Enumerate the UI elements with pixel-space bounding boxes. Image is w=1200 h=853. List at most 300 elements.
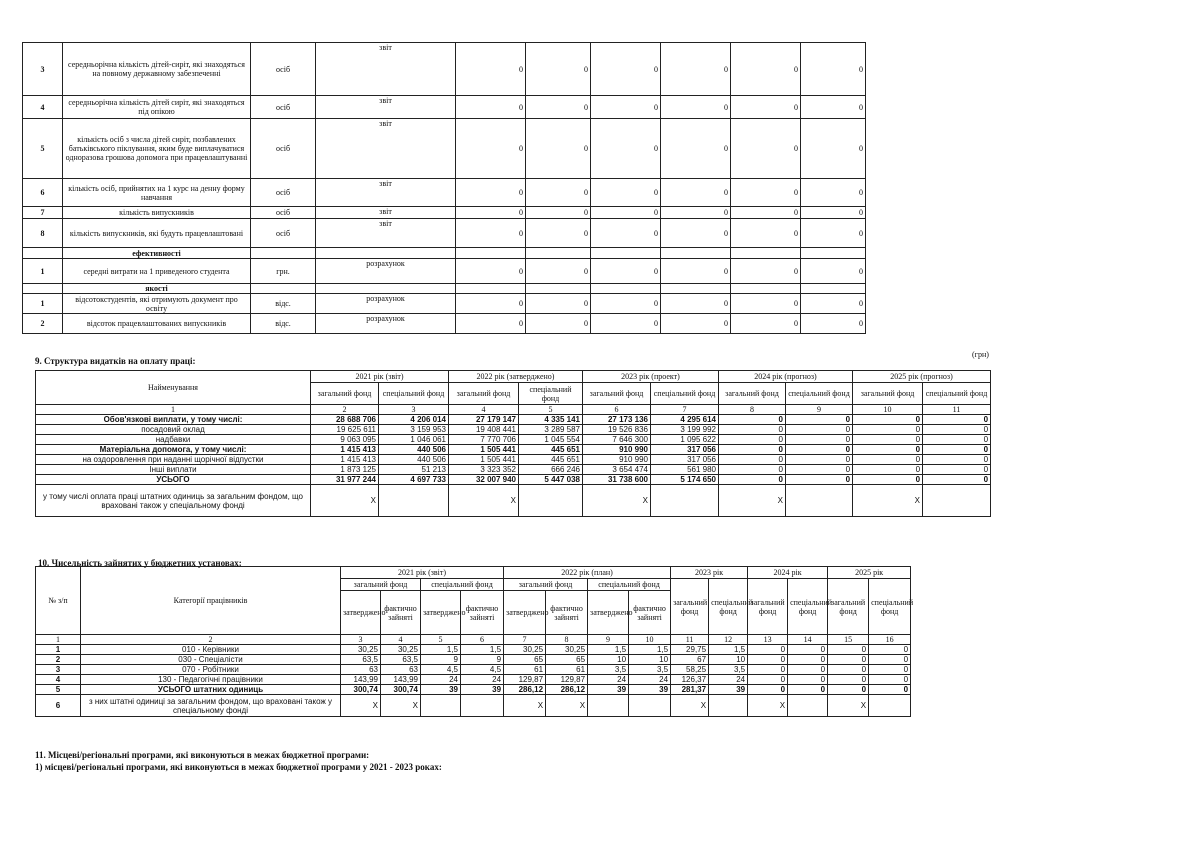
unit-cell: грн. bbox=[251, 259, 316, 284]
value-cell: 9 bbox=[461, 655, 504, 665]
value-cell: 0 bbox=[591, 179, 661, 207]
empty-cell bbox=[316, 284, 456, 294]
value-cell: 0 bbox=[853, 475, 923, 485]
value-cell bbox=[519, 485, 583, 517]
value-cell: 0 bbox=[923, 475, 991, 485]
empty-cell bbox=[456, 284, 526, 294]
value-cell: 910 990 bbox=[583, 445, 651, 455]
year-header: 2025 рік (прогноз) bbox=[853, 371, 991, 383]
value-cell: 440 506 bbox=[379, 445, 449, 455]
value-cell: 24 bbox=[461, 675, 504, 685]
value-cell: 317 056 bbox=[651, 455, 719, 465]
unit-cell: осіб bbox=[251, 96, 316, 119]
value-cell: 24 bbox=[421, 675, 461, 685]
value-cell: 0 bbox=[801, 259, 866, 284]
empty-cell bbox=[801, 284, 866, 294]
general-fund-header: загальний фонд bbox=[311, 383, 379, 405]
value-cell: 0 bbox=[526, 314, 591, 334]
value-cell: 0 bbox=[788, 675, 828, 685]
general-fund-header: загальний фонд bbox=[449, 383, 519, 405]
value-cell: 65 bbox=[546, 655, 588, 665]
row-name: на оздоровлення при наданні щорічної відпустки bbox=[36, 455, 311, 465]
value-cell: 0 bbox=[786, 435, 853, 445]
value-cell: 58,25 bbox=[671, 665, 709, 675]
value-cell: 0 bbox=[661, 43, 731, 96]
row-number: 6 bbox=[23, 179, 63, 207]
value-cell: 30,25 bbox=[341, 645, 381, 655]
value-cell: 0 bbox=[801, 294, 866, 314]
value-cell: 129,87 bbox=[504, 675, 546, 685]
value-cell: 143,99 bbox=[381, 675, 421, 685]
value-cell: 27 179 147 bbox=[449, 415, 519, 425]
row-name: Обов'язкові виплати, у тому числі: bbox=[36, 415, 311, 425]
year-header: 2022 рік (затверджено) bbox=[449, 371, 583, 383]
value-cell: 39 bbox=[461, 685, 504, 695]
value-cell: 0 bbox=[719, 425, 786, 435]
value-cell bbox=[461, 695, 504, 717]
column-number: 4 bbox=[381, 635, 421, 645]
row-name: УСЬОГО bbox=[36, 475, 311, 485]
row-number: 2 bbox=[36, 655, 81, 665]
column-number: 8 bbox=[546, 635, 588, 645]
value-cell: 63,5 bbox=[381, 655, 421, 665]
value-cell: 317 056 bbox=[651, 445, 719, 455]
column-number: 7 bbox=[504, 635, 546, 645]
value-cell: 1,5 bbox=[421, 645, 461, 655]
empty-cell bbox=[526, 248, 591, 259]
row-name: Інші виплати bbox=[36, 465, 311, 475]
category-name: 010 - Керівники bbox=[81, 645, 341, 655]
value-cell bbox=[788, 695, 828, 717]
section10-title: 10. Чисельність зайнятих у бюджетних установах: bbox=[38, 558, 242, 568]
indicators-table bbox=[22, 42, 866, 334]
column-number: 16 bbox=[869, 635, 911, 645]
unit-cell: відс. bbox=[251, 314, 316, 334]
value-cell: 0 bbox=[788, 665, 828, 675]
value-cell: 0 bbox=[923, 465, 991, 475]
table-row bbox=[23, 219, 866, 248]
special-fund-header: спеціальний фонд bbox=[923, 383, 991, 405]
value-cell: 0 bbox=[661, 179, 731, 207]
approved-header: затверджено bbox=[341, 591, 381, 635]
column-number: 1 bbox=[36, 635, 81, 645]
value-cell: 0 bbox=[748, 655, 788, 665]
value-cell bbox=[709, 695, 748, 717]
table-row bbox=[23, 294, 866, 314]
table-row bbox=[36, 645, 911, 655]
value-cell: 0 bbox=[591, 219, 661, 248]
value-cell: 0 bbox=[456, 179, 526, 207]
category-name: з них штатні одиниці за загальним фондом, що враховані також у спеціальному фонді bbox=[81, 695, 341, 717]
value-cell: 0 bbox=[456, 43, 526, 96]
general-fund-header: загальний фонд bbox=[719, 383, 786, 405]
value-cell: 0 bbox=[748, 685, 788, 695]
row-number: 6 bbox=[36, 695, 81, 717]
value-cell: 5 447 038 bbox=[519, 475, 583, 485]
column-number: 9 bbox=[588, 635, 629, 645]
value-cell: 0 bbox=[731, 96, 801, 119]
general-fund-header: загальний фонд bbox=[853, 383, 923, 405]
value-cell: 10 bbox=[709, 655, 748, 665]
name-header: Найменування bbox=[36, 371, 311, 405]
section-row bbox=[23, 248, 866, 259]
row-number-cell bbox=[23, 248, 63, 259]
unit-cell: осіб bbox=[251, 119, 316, 179]
value-cell: 10 bbox=[629, 655, 671, 665]
empty-cell bbox=[251, 284, 316, 294]
year-header: 2025 рік bbox=[828, 567, 911, 579]
value-cell: 0 bbox=[828, 685, 869, 695]
value-cell: 0 bbox=[828, 655, 869, 665]
column-number: 14 bbox=[788, 635, 828, 645]
empty-cell bbox=[456, 248, 526, 259]
value-cell bbox=[629, 695, 671, 717]
year-header: 2024 рік (прогноз) bbox=[719, 371, 853, 383]
value-cell bbox=[869, 695, 911, 717]
indicator-name: середньорічна кількість дітей-сиріт, які знаходяться на повному державному забезпеченні bbox=[63, 43, 251, 96]
value-cell: 3 159 953 bbox=[379, 425, 449, 435]
approved-header: затверджено bbox=[504, 591, 546, 635]
value-cell: 32 007 940 bbox=[449, 475, 519, 485]
actual-header: фактично зайняті bbox=[629, 591, 671, 635]
column-number: 6 bbox=[583, 405, 651, 415]
value-cell: 0 bbox=[786, 445, 853, 455]
value-cell: 0 bbox=[661, 314, 731, 334]
value-cell: 0 bbox=[853, 415, 923, 425]
column-number: 5 bbox=[421, 635, 461, 645]
value-cell: 0 bbox=[748, 675, 788, 685]
value-cell: 0 bbox=[731, 314, 801, 334]
header-row bbox=[36, 371, 991, 383]
value-cell: 0 bbox=[526, 219, 591, 248]
column-number: 15 bbox=[828, 635, 869, 645]
empty-cell bbox=[661, 248, 731, 259]
indicator-name: кількість випускників bbox=[63, 207, 251, 219]
value-cell: 1 415 413 bbox=[311, 445, 379, 455]
value-cell: 0 bbox=[748, 645, 788, 655]
special-fund-header: спеціальний фонд bbox=[421, 579, 504, 591]
value-cell: 0 bbox=[853, 465, 923, 475]
table-row bbox=[36, 675, 911, 685]
value-cell bbox=[379, 485, 449, 517]
table-row bbox=[36, 435, 991, 445]
value-cell: 0 bbox=[869, 645, 911, 655]
value-cell: 0 bbox=[788, 645, 828, 655]
value-cell: 0 bbox=[456, 219, 526, 248]
value-cell: 0 bbox=[801, 219, 866, 248]
value-cell: 39 bbox=[629, 685, 671, 695]
row-number: 4 bbox=[36, 675, 81, 685]
section11-title: 11. Місцеві/регіональні програми, які виконуються в межах бюджетної програми: bbox=[35, 750, 370, 760]
value-cell: 0 bbox=[526, 207, 591, 219]
value-cell: X bbox=[381, 695, 421, 717]
indicator-name: кількість випускників, які будуть працевлаштовані bbox=[63, 219, 251, 248]
value-cell: 0 bbox=[853, 455, 923, 465]
value-cell: 0 bbox=[801, 96, 866, 119]
value-cell: 0 bbox=[828, 675, 869, 685]
value-cell: 0 bbox=[456, 259, 526, 284]
value-cell: 19 625 611 bbox=[311, 425, 379, 435]
value-cell: 0 bbox=[786, 475, 853, 485]
value-cell: 0 bbox=[526, 43, 591, 96]
value-cell: 24 bbox=[709, 675, 748, 685]
value-cell: X bbox=[546, 695, 588, 717]
value-cell: 0 bbox=[786, 425, 853, 435]
value-cell: 0 bbox=[719, 455, 786, 465]
year-header: 2024 рік bbox=[748, 567, 828, 579]
value-cell: 0 bbox=[661, 294, 731, 314]
special-fund-header: спеціальний фонд bbox=[651, 383, 719, 405]
value-cell: 0 bbox=[853, 445, 923, 455]
table-row bbox=[36, 425, 991, 435]
source-cell: звіт bbox=[316, 43, 456, 96]
special-fund-header: спеціальний фонд bbox=[709, 579, 748, 635]
source-cell: звіт bbox=[316, 219, 456, 248]
table-row bbox=[36, 665, 911, 675]
column-number: 11 bbox=[671, 635, 709, 645]
section11-subtitle: 1) місцеві/регіональні програми, які виконуються в межах бюджетної програми у 2021 - 2023 роках: bbox=[35, 762, 442, 772]
row-number: 7 bbox=[23, 207, 63, 219]
value-cell: 0 bbox=[591, 43, 661, 96]
value-cell: 0 bbox=[786, 465, 853, 475]
value-cell: 0 bbox=[456, 207, 526, 219]
table-row bbox=[36, 485, 991, 517]
value-cell: 561 980 bbox=[651, 465, 719, 475]
empty-cell bbox=[316, 248, 456, 259]
value-cell: 0 bbox=[719, 435, 786, 445]
value-cell: 0 bbox=[591, 259, 661, 284]
row-number: 1 bbox=[23, 259, 63, 284]
value-cell: 300,74 bbox=[341, 685, 381, 695]
table-row bbox=[36, 695, 911, 717]
value-cell: 3 289 587 bbox=[519, 425, 583, 435]
row-number: 5 bbox=[36, 685, 81, 695]
year-header: 2021 рік (звіт) bbox=[311, 371, 449, 383]
value-cell: 0 bbox=[456, 119, 526, 179]
value-cell: X bbox=[341, 695, 381, 717]
category-name: 130 - Педагогічні працівники bbox=[81, 675, 341, 685]
value-cell: 24 bbox=[588, 675, 629, 685]
value-cell: 1,5 bbox=[588, 645, 629, 655]
source-cell: розрахунок bbox=[316, 294, 456, 314]
column-number: 3 bbox=[379, 405, 449, 415]
value-cell: 0 bbox=[526, 119, 591, 179]
year-header: 2023 рік (проект) bbox=[583, 371, 719, 383]
value-cell: 666 246 bbox=[519, 465, 583, 475]
value-cell: X bbox=[583, 485, 651, 517]
value-cell: 39 bbox=[709, 685, 748, 695]
value-cell: 10 bbox=[588, 655, 629, 665]
value-cell: 30,25 bbox=[546, 645, 588, 655]
value-cell: 0 bbox=[526, 259, 591, 284]
indicator-name: середні витрати на 1 приведеного студента bbox=[63, 259, 251, 284]
value-cell: 0 bbox=[869, 675, 911, 685]
header-row bbox=[36, 567, 911, 579]
value-cell: 1 505 441 bbox=[449, 455, 519, 465]
value-cell: 61 bbox=[546, 665, 588, 675]
column-numbers-row bbox=[36, 405, 991, 415]
value-cell: 0 bbox=[801, 314, 866, 334]
column-number: 6 bbox=[461, 635, 504, 645]
value-cell: 0 bbox=[731, 43, 801, 96]
value-cell: 0 bbox=[591, 96, 661, 119]
value-cell: 24 bbox=[629, 675, 671, 685]
table-row bbox=[23, 207, 866, 219]
value-cell: 0 bbox=[526, 179, 591, 207]
value-cell: 0 bbox=[731, 207, 801, 219]
column-number: 10 bbox=[853, 405, 923, 415]
value-cell: 910 990 bbox=[583, 455, 651, 465]
special-fund-header: спеціальний фонд bbox=[379, 383, 449, 405]
column-number: 3 bbox=[341, 635, 381, 645]
source-cell: розрахунок bbox=[316, 314, 456, 334]
value-cell: 0 bbox=[801, 207, 866, 219]
row-name: посадовий оклад bbox=[36, 425, 311, 435]
value-cell: 3,5 bbox=[629, 665, 671, 675]
value-cell: 4 335 141 bbox=[519, 415, 583, 425]
value-cell: 0 bbox=[788, 685, 828, 695]
value-cell: 0 bbox=[786, 415, 853, 425]
number-header: № з/п bbox=[36, 567, 81, 635]
value-cell: 0 bbox=[661, 219, 731, 248]
row-number-cell bbox=[23, 284, 63, 294]
value-cell: 19 408 441 bbox=[449, 425, 519, 435]
empty-cell bbox=[731, 248, 801, 259]
actual-header: фактично зайняті bbox=[546, 591, 588, 635]
year-header: 2021 рік (звіт) bbox=[341, 567, 504, 579]
column-number: 11 bbox=[923, 405, 991, 415]
value-cell: 0 bbox=[923, 445, 991, 455]
general-fund-header: загальний фонд bbox=[504, 579, 588, 591]
section-label: ефективності bbox=[63, 248, 251, 259]
column-numbers-row bbox=[36, 635, 911, 645]
value-cell: 28 688 706 bbox=[311, 415, 379, 425]
category-header: Категорії працівників bbox=[81, 567, 341, 635]
general-fund-header: загальний фонд bbox=[748, 579, 788, 635]
table-row bbox=[36, 685, 911, 695]
value-cell: 0 bbox=[591, 294, 661, 314]
unit-cell: осіб bbox=[251, 179, 316, 207]
value-cell: X bbox=[504, 695, 546, 717]
actual-header: фактично зайняті bbox=[381, 591, 421, 635]
value-cell: 1 873 125 bbox=[311, 465, 379, 475]
value-cell: 3 199 992 bbox=[651, 425, 719, 435]
value-cell: 445 651 bbox=[519, 445, 583, 455]
table-row bbox=[23, 259, 866, 284]
value-cell: 0 bbox=[731, 259, 801, 284]
value-cell: 0 bbox=[719, 415, 786, 425]
salary-structure-table bbox=[35, 370, 991, 517]
value-cell: 0 bbox=[731, 179, 801, 207]
value-cell: 0 bbox=[661, 96, 731, 119]
source-cell: звіт bbox=[316, 179, 456, 207]
value-cell: 445 651 bbox=[519, 455, 583, 465]
column-number: 2 bbox=[81, 635, 341, 645]
table-row bbox=[23, 119, 866, 179]
row-number: 3 bbox=[23, 43, 63, 96]
value-cell: 281,37 bbox=[671, 685, 709, 695]
value-cell: 0 bbox=[456, 96, 526, 119]
category-name: УСЬОГО штатних одиниць bbox=[81, 685, 341, 695]
value-cell bbox=[651, 485, 719, 517]
value-cell: X bbox=[748, 695, 788, 717]
value-cell: 0 bbox=[719, 475, 786, 485]
value-cell: 30,25 bbox=[381, 645, 421, 655]
indicator-name: відсоток працевлаштованих випускників bbox=[63, 314, 251, 334]
value-cell: 1 045 554 bbox=[519, 435, 583, 445]
indicator-name: кількість осіб з числа дітей сиріт, позбавлених батьківського піклування, яким буде виплачуватися одноразова грошова допомога при працевлаштуванні bbox=[63, 119, 251, 179]
column-number: 8 bbox=[719, 405, 786, 415]
value-cell: X bbox=[671, 695, 709, 717]
value-cell: 3 323 352 bbox=[449, 465, 519, 475]
value-cell: 65 bbox=[504, 655, 546, 665]
source-cell: розрахунок bbox=[316, 259, 456, 284]
empty-cell bbox=[526, 284, 591, 294]
unit-cell: осіб bbox=[251, 219, 316, 248]
value-cell: 0 bbox=[869, 655, 911, 665]
value-cell: X bbox=[828, 695, 869, 717]
special-fund-header: спеціальний фонд bbox=[788, 579, 828, 635]
value-cell: 29,75 bbox=[671, 645, 709, 655]
section9-unit: (грн) bbox=[972, 350, 989, 359]
column-number: 4 bbox=[449, 405, 519, 415]
column-number: 10 bbox=[629, 635, 671, 645]
value-cell: 19 526 836 bbox=[583, 425, 651, 435]
value-cell: 0 bbox=[828, 665, 869, 675]
staff-count-table bbox=[35, 566, 914, 717]
actual-header: фактично зайняті bbox=[461, 591, 504, 635]
value-cell bbox=[923, 485, 991, 517]
value-cell: 0 bbox=[923, 455, 991, 465]
approved-header: затверджено bbox=[588, 591, 629, 635]
source-cell: звіт bbox=[316, 207, 456, 219]
value-cell: 440 506 bbox=[379, 455, 449, 465]
row-number: 1 bbox=[36, 645, 81, 655]
general-fund-header: загальний фонд bbox=[341, 579, 421, 591]
special-fund-header: спеціальний фонд bbox=[869, 579, 911, 635]
unit-cell: осіб bbox=[251, 43, 316, 96]
column-number: 7 bbox=[651, 405, 719, 415]
value-cell: 51 213 bbox=[379, 465, 449, 475]
table-row bbox=[23, 43, 866, 96]
value-cell: 1,5 bbox=[461, 645, 504, 655]
general-fund-header: загальний фонд bbox=[671, 579, 709, 635]
table-row bbox=[23, 314, 866, 334]
value-cell: 1 046 061 bbox=[379, 435, 449, 445]
indicator-name: відсотокстудентів, які отримують документ про освіту bbox=[63, 294, 251, 314]
value-cell: 7 646 300 bbox=[583, 435, 651, 445]
section9-title: 9. Структура видатків на оплату праці: bbox=[35, 356, 196, 366]
value-cell: 1 095 622 bbox=[651, 435, 719, 445]
value-cell: 0 bbox=[869, 665, 911, 675]
value-cell: 0 bbox=[456, 294, 526, 314]
empty-cell bbox=[591, 248, 661, 259]
value-cell: 0 bbox=[456, 314, 526, 334]
table-row bbox=[36, 455, 991, 465]
value-cell: 4,5 bbox=[421, 665, 461, 675]
general-fund-header: загальний фонд bbox=[583, 383, 651, 405]
value-cell: 0 bbox=[591, 119, 661, 179]
value-cell: 0 bbox=[591, 314, 661, 334]
value-cell: 0 bbox=[786, 455, 853, 465]
value-cell: 7 770 706 bbox=[449, 435, 519, 445]
value-cell: 1 505 441 bbox=[449, 445, 519, 455]
table-row bbox=[36, 445, 991, 455]
special-fund-header: спеціальний фонд bbox=[588, 579, 671, 591]
table-row bbox=[23, 96, 866, 119]
value-cell: 0 bbox=[731, 294, 801, 314]
value-cell: 0 bbox=[923, 415, 991, 425]
